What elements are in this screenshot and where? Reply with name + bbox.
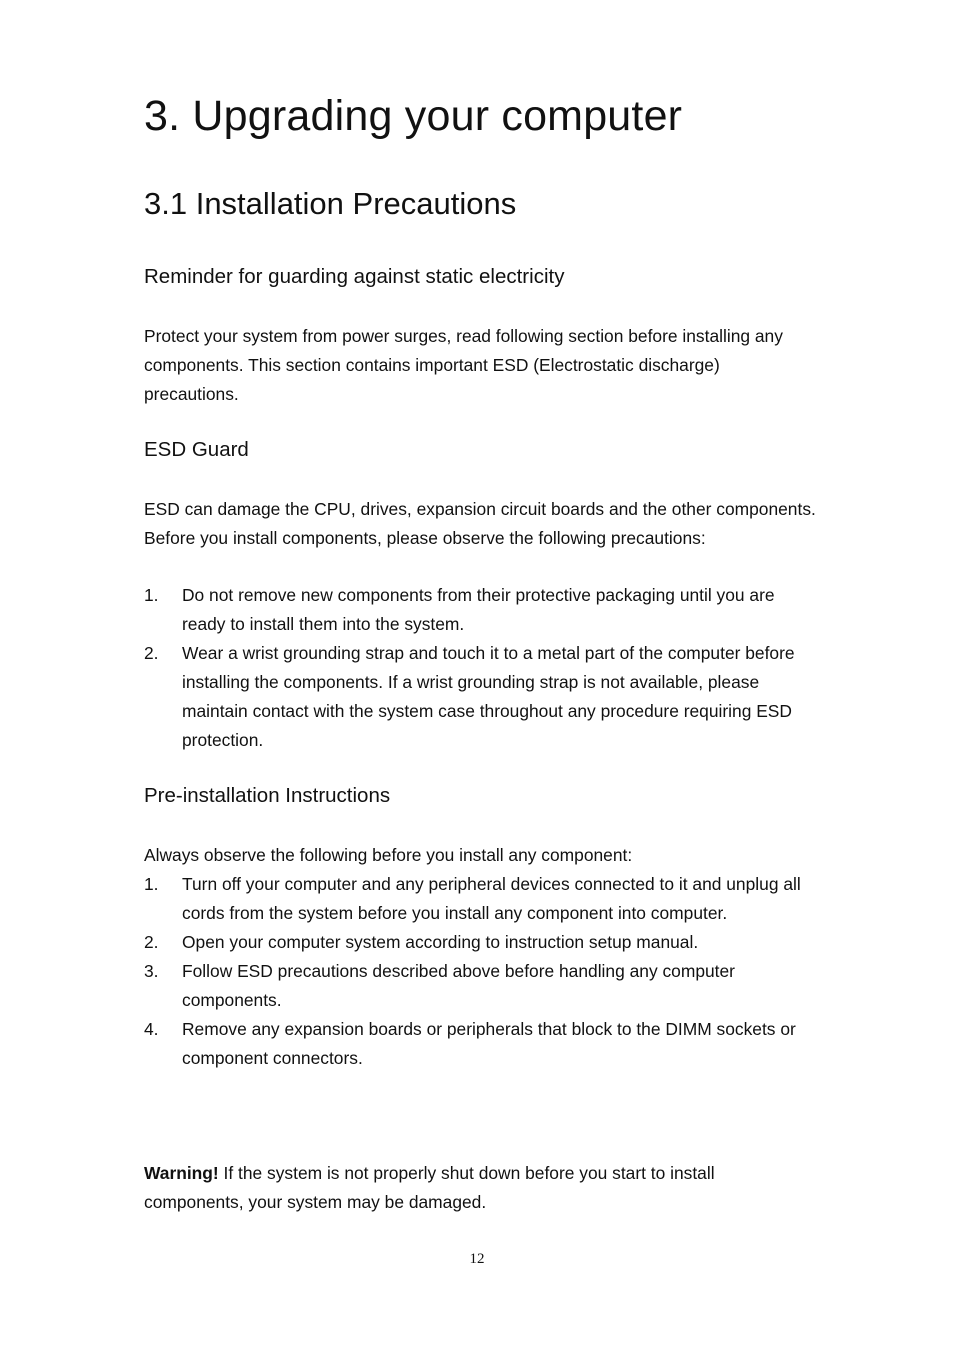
esd-guard-heading: ESD Guard (144, 438, 249, 461)
list-item-text: Turn off your computer and any peripheral devices connected to it and unplug all cords from the system before you install any component into computer. (182, 874, 801, 923)
list-item-number: 2. (144, 932, 159, 952)
chapter-title: 3. Upgrading your computer (144, 92, 683, 140)
list-item-text: Open your computer system according to instruction setup manual. (182, 932, 699, 952)
warning-text: If the system is not properly shut down before you start to install components, your system may be damaged. (144, 1163, 715, 1212)
list-item (144, 581, 816, 639)
list-item (144, 870, 816, 928)
list-item-text: Follow ESD precautions described above before handling any computer components. (182, 961, 735, 1010)
list-item (144, 928, 816, 957)
warning-label: Warning! (144, 1163, 219, 1183)
list-item-number: 1. (144, 585, 159, 605)
list-item (144, 957, 816, 1015)
list-item-text: Remove any expansion boards or peripherals that block to the DIMM sockets or component connectors. (182, 1019, 796, 1068)
esd-precautions-list (144, 581, 816, 755)
esd-guard-paragraph: ESD can damage the CPU, drives, expansion circuit boards and the other components. Before you install components, please observe the following precautions: (144, 499, 816, 548)
preinstallation-list (144, 870, 816, 1073)
static-electricity-paragraph: Protect your system from power surges, read following section before installing any components. This section contains important ESD (Electrostatic discharge) precautions. (144, 326, 783, 404)
list-item-text: Wear a wrist grounding strap and touch it to a metal part of the computer before installing the components. If a wrist grounding strap is not available, please maintain contact with the system case throughout any procedure requiring ESD protection. (182, 643, 795, 750)
list-item-text: Do not remove new components from their protective packaging until you are ready to install them into the system. (182, 585, 775, 634)
list-item (144, 1015, 816, 1073)
list-item-number: 4. (144, 1019, 159, 1039)
static-electricity-heading: Reminder for guarding against static electricity (144, 265, 565, 288)
warning-note (144, 1159, 816, 1217)
list-item-number: 2. (144, 643, 159, 663)
list-item (144, 639, 816, 755)
preinstallation-heading: Pre-installation Instructions (144, 784, 391, 807)
list-item-number: 1. (144, 874, 159, 894)
preinstallation-paragraph: Always observe the following before you install any component: (144, 845, 633, 865)
page-number: 12 (469, 1251, 485, 1267)
section-title: 3.1 Installation Precautions (144, 186, 517, 221)
list-item-number: 3. (144, 961, 159, 981)
